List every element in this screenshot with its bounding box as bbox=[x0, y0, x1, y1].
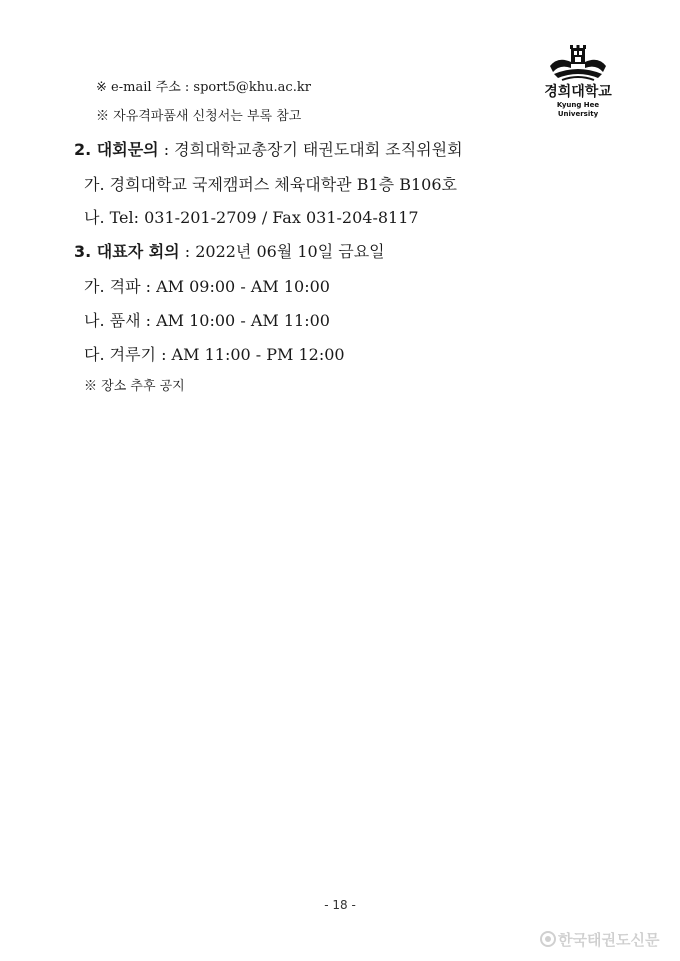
university-emblem-icon bbox=[536, 44, 620, 86]
inquiry-heading: 2. 대회문의 bbox=[74, 140, 159, 159]
meeting-breaking-time: 가. 격파 : AM 09:00 - AM 10:00 bbox=[84, 277, 330, 296]
university-logo bbox=[536, 44, 620, 118]
inquiry-organizer: : 경희대학교총장기 태권도대회 조직위원회 bbox=[158, 140, 463, 159]
meeting-heading: 3. 대표자 회의 bbox=[74, 242, 180, 261]
email-note: ※ e-mail 주소 : sport5@khu.ac.kr bbox=[96, 80, 311, 95]
logo-korean-name: 경희대학교 bbox=[544, 84, 612, 100]
inquiry-section bbox=[74, 140, 463, 160]
newspaper-watermark bbox=[540, 924, 676, 954]
watermark-text: 한국태권도신문 bbox=[558, 931, 660, 949]
meeting-sparring-time: 다. 겨루기 : AM 11:00 - PM 12:00 bbox=[84, 345, 345, 364]
logo-english-name: Kyung Hee University bbox=[556, 101, 600, 118]
watermark-logo-icon bbox=[540, 931, 556, 947]
inquiry-contact: 나. Tel: 031-201-2709 / Fax 031-204-8117 bbox=[84, 208, 419, 227]
inquiry-address: 가. 경희대학교 국제캠퍼스 체육대학관 B1층 B106호 bbox=[84, 175, 457, 194]
meeting-date: : 2022년 06월 10일 금요일 bbox=[179, 242, 385, 261]
meeting-poomsae-time: 나. 품새 : AM 10:00 - AM 11:00 bbox=[84, 311, 330, 330]
application-form-note: ※ 자유격파품새 신청서는 부록 참고 bbox=[96, 109, 302, 124]
meeting-section bbox=[74, 242, 385, 262]
venue-note: ※ 장소 추후 공지 bbox=[84, 379, 185, 394]
page-number: - 18 - bbox=[324, 898, 356, 912]
